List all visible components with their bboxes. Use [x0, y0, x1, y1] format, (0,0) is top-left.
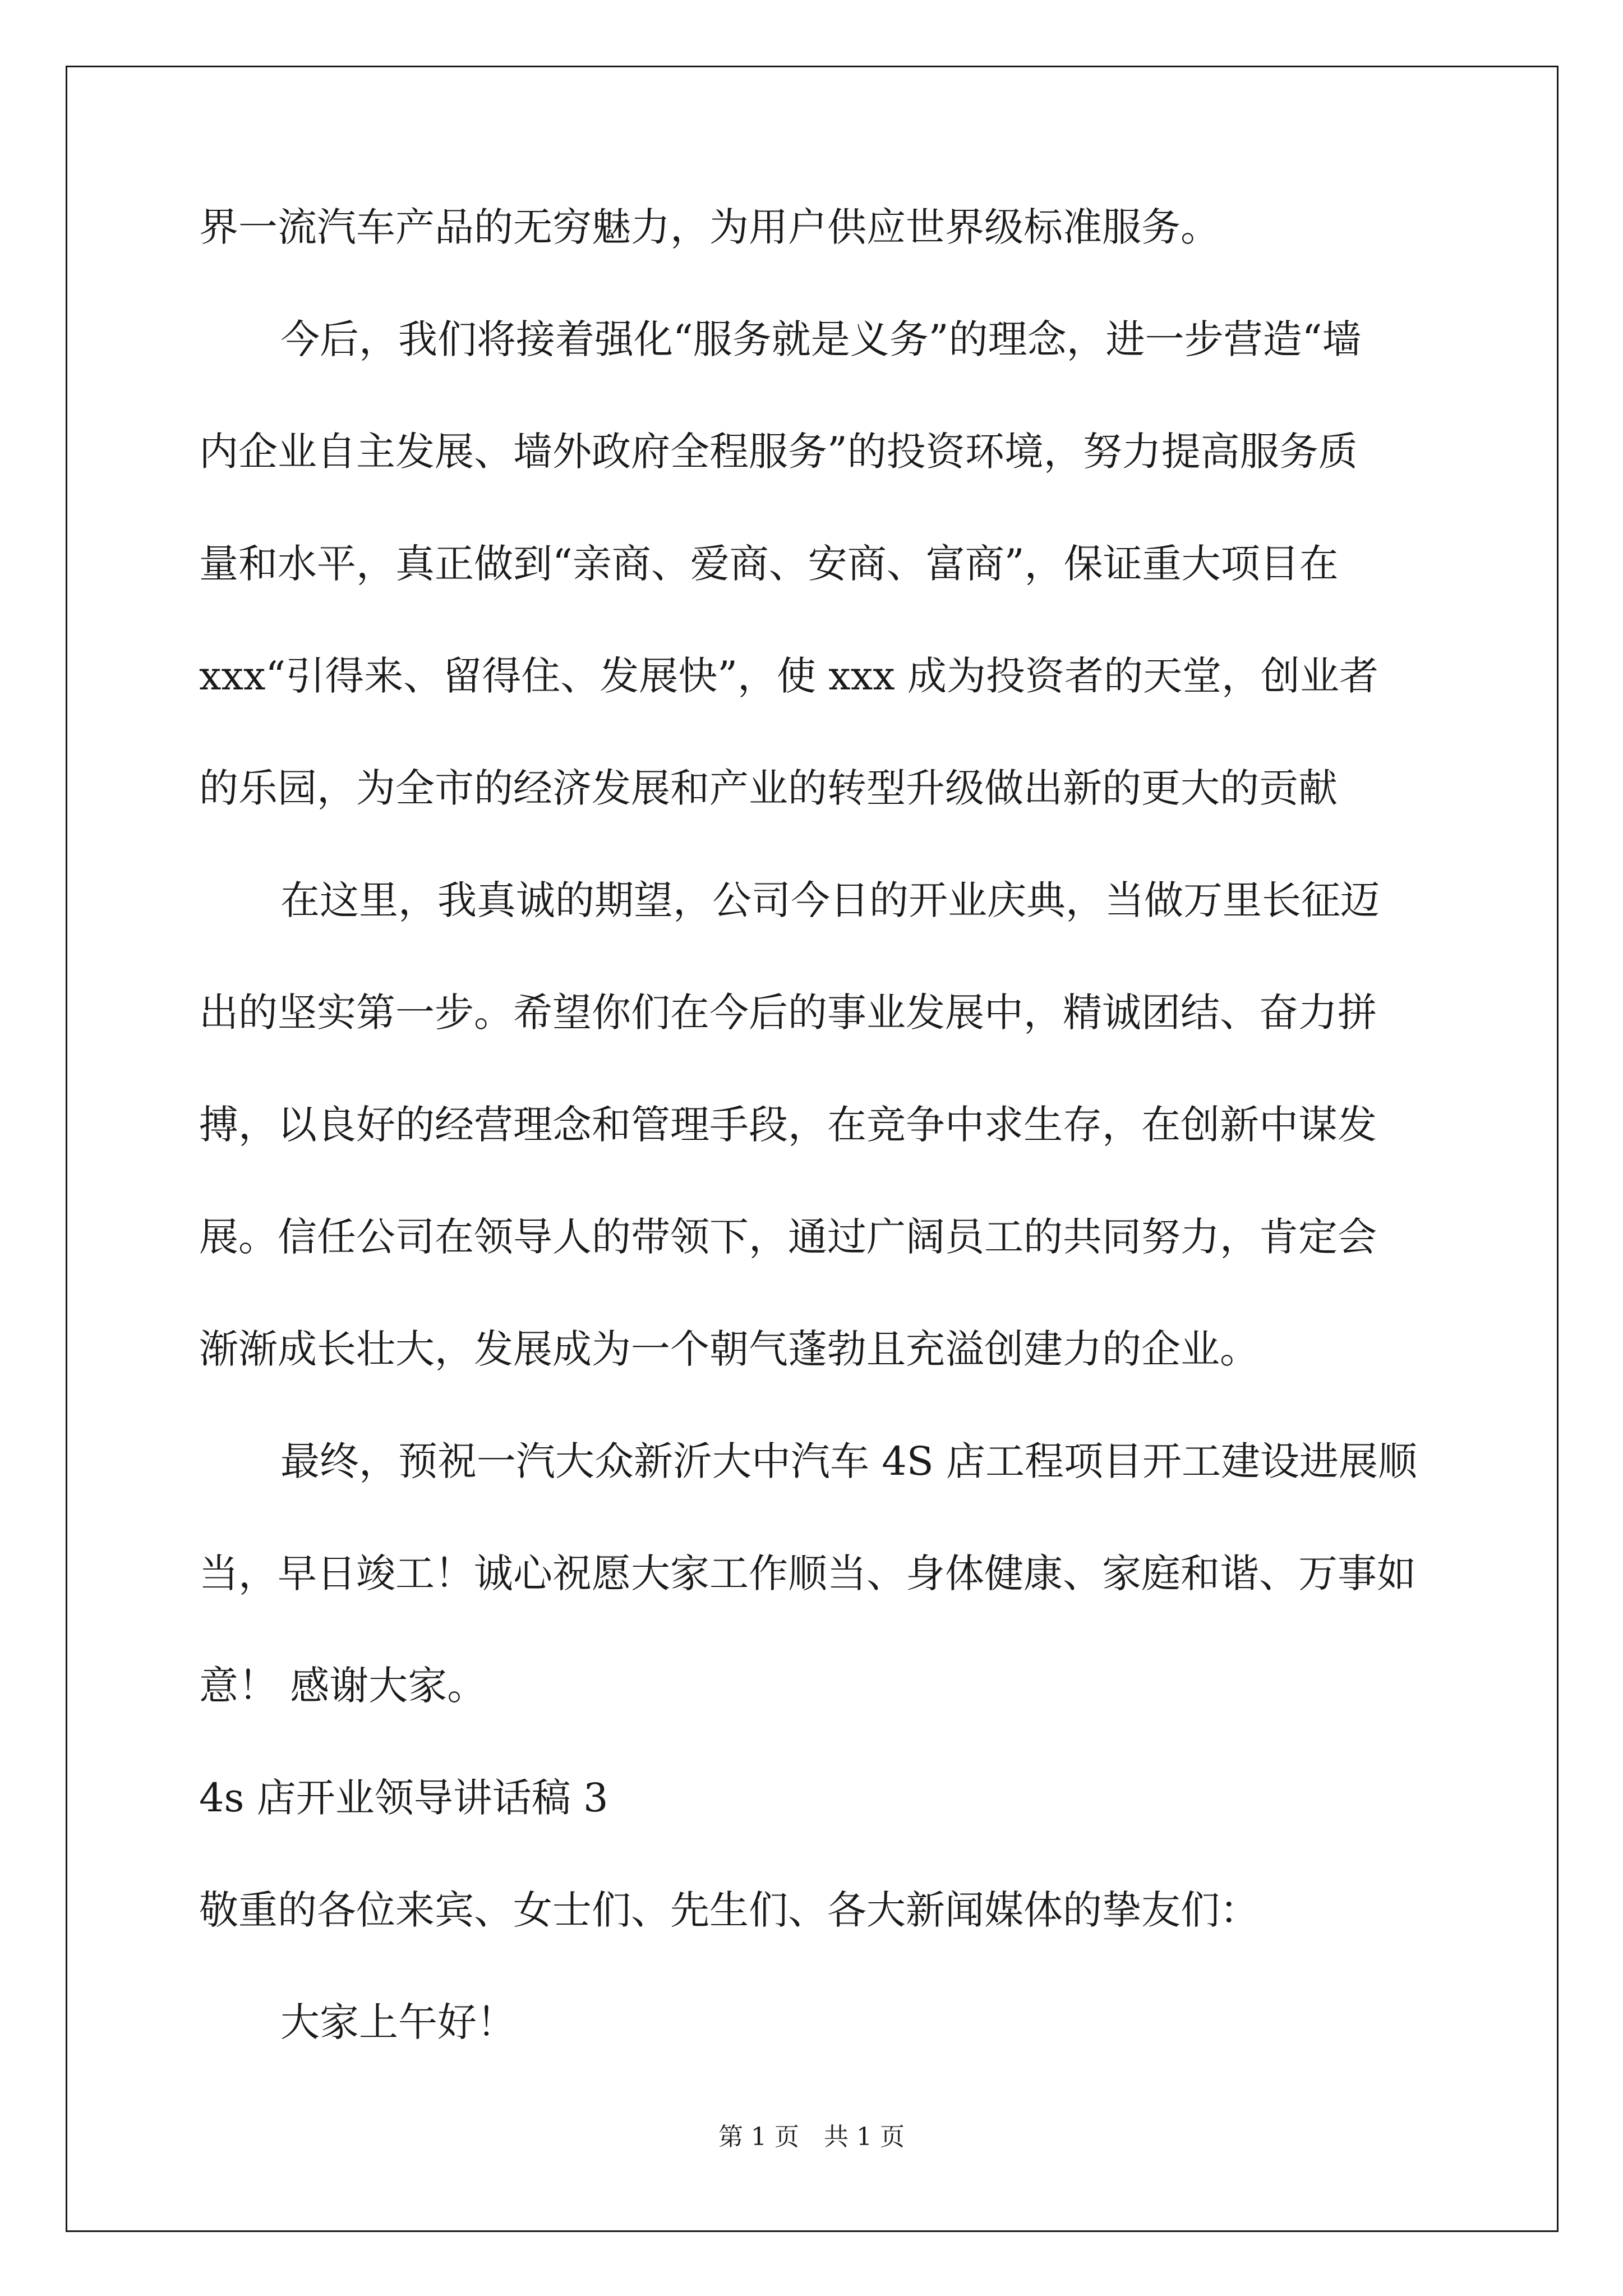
salutation-line: 敬重的各位来宾、女士们、先生们、各大新闻媒体的挚友们： [199, 1887, 1259, 1933]
text-line: 意！ 感谢大家。 [199, 1663, 487, 1709]
text-line: 当，早日竣工！诚心祝愿大家工作顺当、身体健康、家庭和谐、万事如 [199, 1550, 1416, 1596]
paragraph-start-line: 最终，预祝一汽大众新沂大中汽车 4S 店工程项目开工建设进展顺 [280, 1438, 1417, 1484]
text-line: 展。信任公司在领导人的带领下，通过广阔员工的共同努力，肯定会 [199, 1214, 1377, 1260]
text-line: 的乐园，为全市的经济发展和产业的转型升级做出新的更大的贡献 [199, 765, 1338, 811]
paragraph-start-line: 今后，我们将接着强化“服务就是义务”的理念，进一步营造“墙 [280, 316, 1362, 362]
greeting-line: 大家上午好！ [280, 1999, 516, 2045]
text-line: 内企业自主发展、墙外政府全程服务”的投资环境，努力提高服务质 [199, 429, 1358, 475]
text-line: xxx“引得来、留得住、发展快”，使 xxx 成为投资者的天堂，创业者 [199, 653, 1378, 699]
section-heading: 4s 店开业领导讲话稿 3 [199, 1775, 608, 1821]
text-line: 出的坚实第一步。希望你们在今后的事业发展中，精诚团结、奋力拼 [199, 990, 1377, 1036]
text-line: 界一流汽车产品的无穷魅力，为用户供应世界级标准服务。 [199, 204, 1220, 250]
text-line: 搏，以良好的经营理念和管理手段，在竞争中求生存，在创新中谋发 [199, 1102, 1377, 1148]
text-line: 量和水平，真正做到“亲商、爱商、安商、富商”，保证重大项目在 [199, 541, 1339, 587]
text-line: 渐渐成长壮大，发展成为一个朝气蓬勃且充溢创建力的企业。 [199, 1326, 1259, 1372]
page-number-footer: 第 1 页 共 1 页 [718, 2123, 905, 2151]
paragraph-start-line: 在这里，我真诚的期望，公司今日的开业庆典，当做万里长征迈 [280, 877, 1380, 923]
